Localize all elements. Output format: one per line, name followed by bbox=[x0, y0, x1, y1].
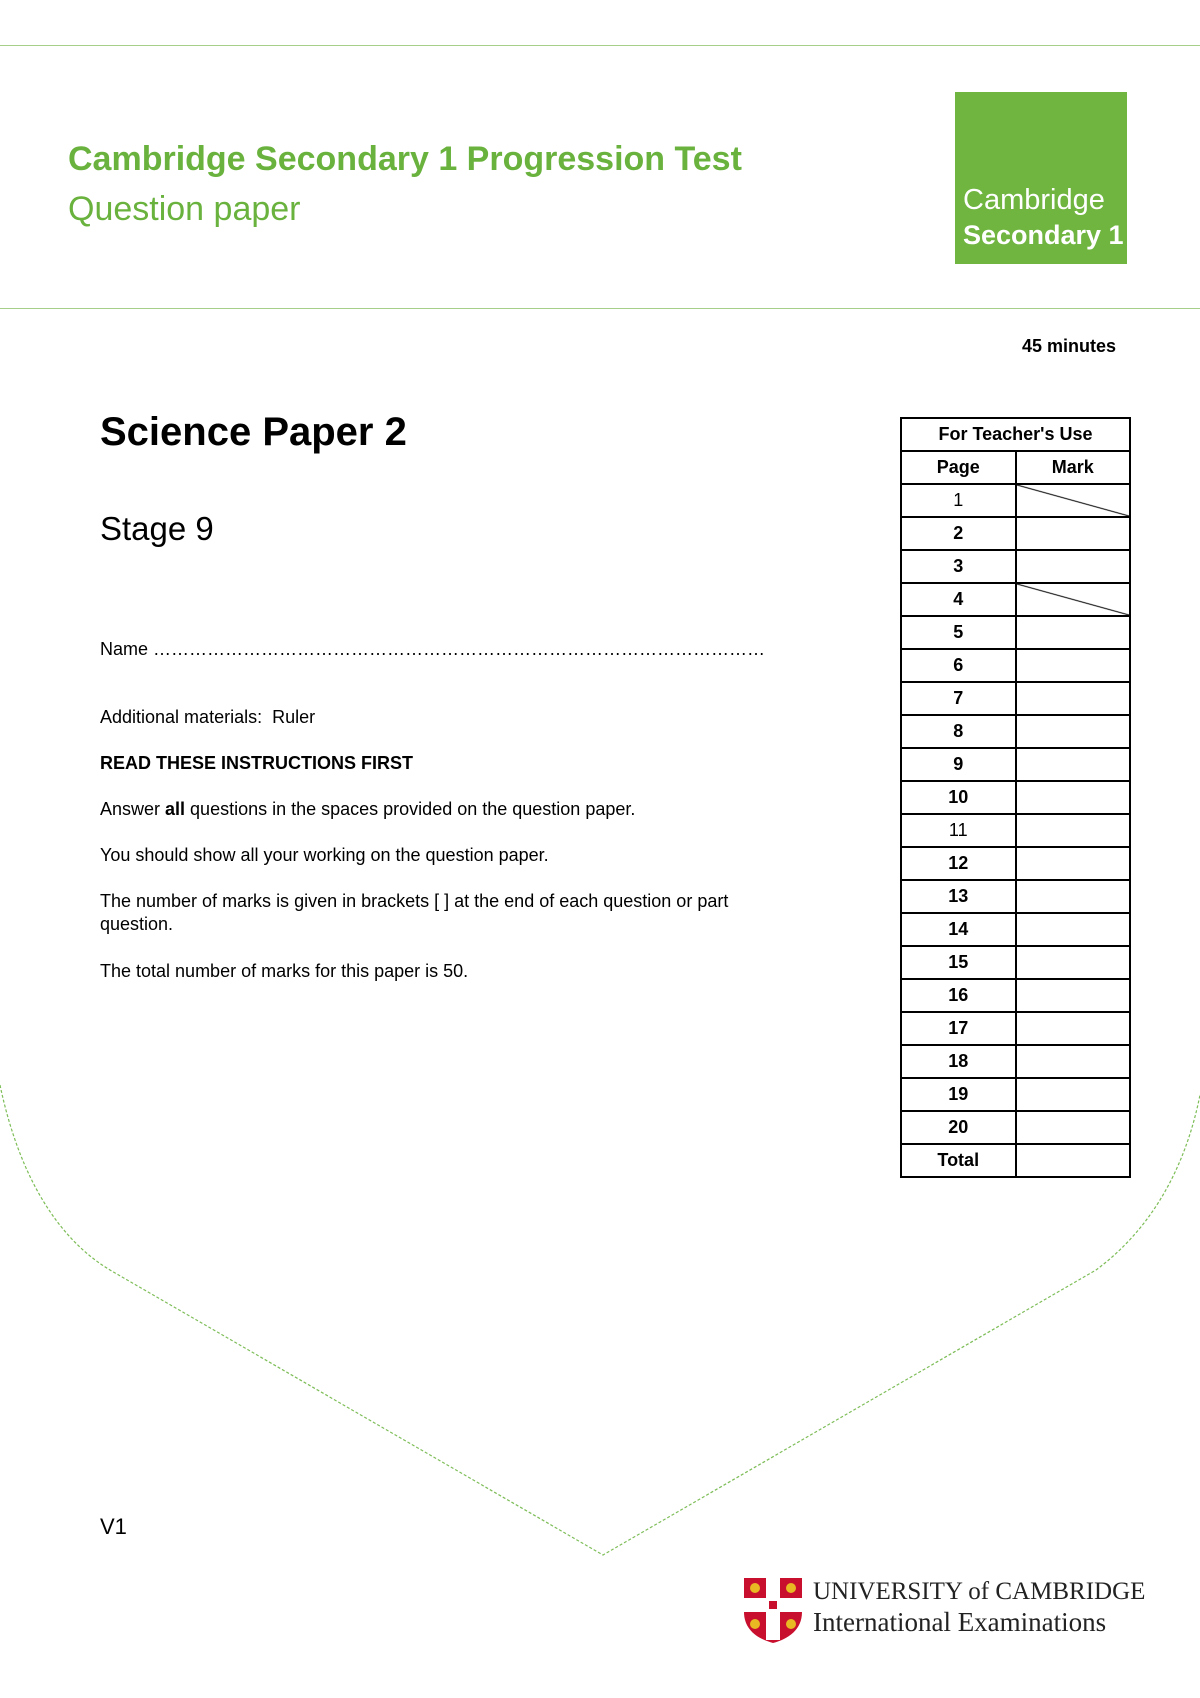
page-number-cell: 13 bbox=[901, 880, 1016, 913]
mark-cell[interactable] bbox=[1016, 1045, 1131, 1078]
page-number-cell: 7 bbox=[901, 682, 1016, 715]
mark-cell[interactable] bbox=[1016, 715, 1131, 748]
table-row bbox=[901, 616, 1130, 649]
mark-cell[interactable] bbox=[1016, 1111, 1131, 1144]
page-number-cell: 10 bbox=[901, 781, 1016, 814]
university-subtitle: International Examinations bbox=[813, 1607, 1107, 1637]
teacher-marks-table bbox=[900, 417, 1131, 1178]
series-title: Cambridge Secondary 1 Progression Test bbox=[68, 140, 742, 178]
mark-cell-crossed bbox=[1016, 583, 1131, 616]
logo-line1: Cambridge bbox=[963, 184, 1105, 216]
page-number-cell: 15 bbox=[901, 946, 1016, 979]
mark-cell[interactable] bbox=[1016, 517, 1131, 550]
mark-cell[interactable] bbox=[1016, 847, 1131, 880]
table-heading-row bbox=[901, 418, 1130, 451]
instruction-2: You should show all your working on the question paper. bbox=[100, 845, 549, 865]
page-number-cell: 5 bbox=[901, 616, 1016, 649]
total-mark-cell[interactable] bbox=[1016, 1144, 1131, 1177]
instruction-1-pre: Answer bbox=[100, 799, 166, 819]
table-heading: For Teacher's Use bbox=[901, 418, 1130, 451]
table-row bbox=[901, 484, 1130, 517]
table-header-row bbox=[901, 451, 1130, 484]
mark-cell[interactable] bbox=[1016, 781, 1131, 814]
mark-cell[interactable] bbox=[1016, 913, 1131, 946]
col-mark-header: Mark bbox=[1016, 451, 1131, 484]
mark-cell[interactable] bbox=[1016, 814, 1131, 847]
mark-cell[interactable] bbox=[1016, 616, 1131, 649]
university-name: UNIVERSITY of CAMBRIDGE bbox=[813, 1578, 1146, 1605]
page-number-cell: 16 bbox=[901, 979, 1016, 1012]
duration: 45 minutes bbox=[1021, 336, 1116, 356]
table-row bbox=[901, 814, 1130, 847]
name-field[interactable] bbox=[100, 638, 765, 661]
mark-cell[interactable] bbox=[1016, 1078, 1131, 1111]
table-row bbox=[901, 682, 1130, 715]
instruction-1-bold: all bbox=[165, 799, 186, 819]
total-row bbox=[901, 1144, 1130, 1177]
instructions-heading: READ THESE INSTRUCTIONS FIRST bbox=[100, 753, 414, 773]
table-row bbox=[901, 781, 1130, 814]
mark-cell[interactable] bbox=[1016, 880, 1131, 913]
materials-value: Ruler bbox=[272, 707, 316, 727]
table-row bbox=[901, 649, 1130, 682]
instruction-1-post: questions in the spaces provided on the question paper. bbox=[185, 799, 636, 819]
mark-cell[interactable] bbox=[1016, 1012, 1131, 1045]
name-label: Name bbox=[100, 639, 149, 659]
page-number-cell: 18 bbox=[901, 1045, 1016, 1078]
logo-line2: Secondary 1 bbox=[963, 220, 1124, 250]
mark-cell[interactable] bbox=[1016, 979, 1131, 1012]
page-number-cell: 12 bbox=[901, 847, 1016, 880]
mark-cell[interactable] bbox=[1016, 682, 1131, 715]
col-page-header: Page bbox=[901, 451, 1016, 484]
page-number-cell: 19 bbox=[901, 1078, 1016, 1111]
table-row bbox=[901, 880, 1130, 913]
table-row bbox=[901, 1111, 1130, 1144]
series-subtitle: Question paper bbox=[68, 190, 301, 228]
table-row bbox=[901, 913, 1130, 946]
table-row bbox=[901, 979, 1130, 1012]
table-row bbox=[901, 715, 1130, 748]
page-number-cell: 8 bbox=[901, 715, 1016, 748]
page-number-cell: 20 bbox=[901, 1111, 1016, 1144]
mark-cell[interactable] bbox=[1016, 748, 1131, 781]
page-number-cell: 4 bbox=[901, 583, 1016, 616]
table-row bbox=[901, 847, 1130, 880]
header-rule bbox=[0, 308, 1200, 309]
cambridge-secondary-logo bbox=[955, 92, 1127, 264]
stage: Stage 9 bbox=[100, 510, 214, 547]
table-row bbox=[901, 1012, 1130, 1045]
instruction-4: The total number of marks for this paper is 50. bbox=[100, 961, 469, 981]
page-number-cell: 11 bbox=[901, 814, 1016, 847]
page-number-cell: 2 bbox=[901, 517, 1016, 550]
instruction-3: The number of marks is given in brackets [ ] at the end of each question or part question. bbox=[100, 891, 729, 934]
mark-cell-crossed bbox=[1016, 484, 1131, 517]
page-number-cell: 14 bbox=[901, 913, 1016, 946]
total-label: Total bbox=[901, 1144, 1016, 1177]
additional-materials bbox=[100, 706, 315, 729]
top-rule bbox=[0, 45, 1200, 46]
table-row bbox=[901, 946, 1130, 979]
version-label: V1 bbox=[100, 1514, 127, 1539]
table-row bbox=[901, 517, 1130, 550]
table-row bbox=[901, 1078, 1130, 1111]
university-crest-icon bbox=[742, 1576, 804, 1644]
page-number-cell: 17 bbox=[901, 1012, 1016, 1045]
paper-title: Science Paper 2 bbox=[100, 410, 407, 454]
table-row bbox=[901, 550, 1130, 583]
page-number-cell: 3 bbox=[901, 550, 1016, 583]
name-dots: ………………………………………………………………………………………… bbox=[153, 639, 766, 659]
table-row bbox=[901, 583, 1130, 616]
mark-cell[interactable] bbox=[1016, 649, 1131, 682]
mark-cell[interactable] bbox=[1016, 550, 1131, 583]
page-number-cell: 6 bbox=[901, 649, 1016, 682]
page-number-cell: 9 bbox=[901, 748, 1016, 781]
page-number-cell: 1 bbox=[901, 484, 1016, 517]
materials-label: Additional materials: bbox=[100, 707, 263, 727]
table-row bbox=[901, 1045, 1130, 1078]
instruction-1 bbox=[100, 798, 635, 821]
mark-cell[interactable] bbox=[1016, 946, 1131, 979]
table-row bbox=[901, 748, 1130, 781]
